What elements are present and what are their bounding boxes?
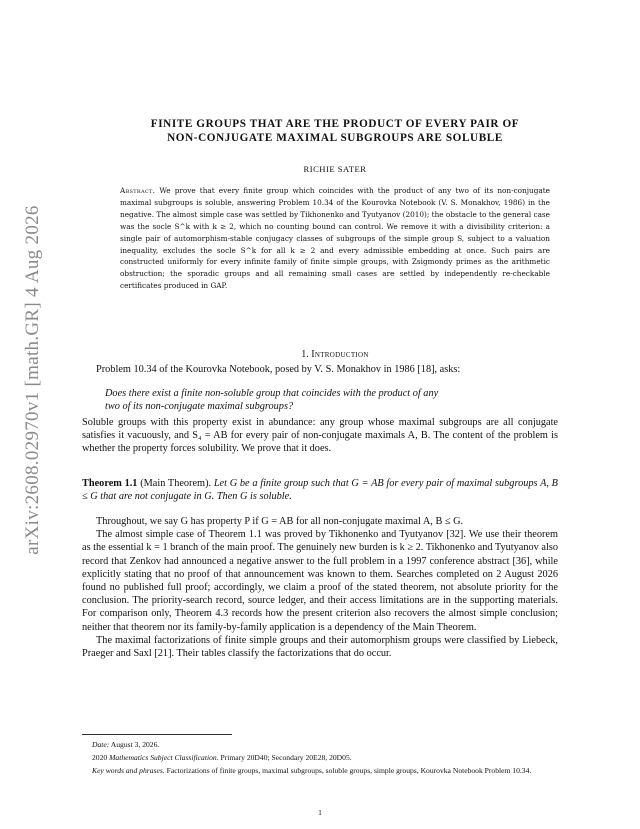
question-line-1: Does there exist a finite non-soluble group that coincides with the product of any: [105, 388, 439, 399]
intro-paragraph: [82, 363, 558, 376]
paragraph-almost-simple: The almost simple case of Theorem 1.1 was proved by Tikhonenko and Tyutyanov [32]. We use their theorem as the essential k = 1 branch of the main proof. The genuinely new burden is k ≥ 2. Tikhonenko and Tyutyanov also record that Zenkov had announced a negative answer to the full problem in a 1997 conference abstract [36], while explicitly stating that no proof of that announcement was known to them. Searches completed on 2 August 2026 found no published full proof; accordingly, we claim a proof of the stated theorem, not absolute priority for the conclusion. The priority-search record, source ledger, and their access limitations are in the supporting materials. For comparison only, Theorem 4.3 records how the present criterion also recovers the almost simple conclusion; neither that theorem nor its family-by-family application is a dependency of the Main Theorem.: [82, 529, 558, 633]
date-label: Date:: [92, 740, 110, 749]
author-name: RICHIE SATER: [303, 164, 367, 174]
msc-label: Mathematics Subject Classification.: [109, 753, 219, 762]
main-theorem: [82, 477, 558, 503]
footnote-msc: [82, 753, 558, 764]
paragraph-throughout: Throughout, we say G has property P if G = AB for all non-conjugate maximal A, B ≤ G.: [96, 516, 464, 527]
msc-prefix: 2020: [92, 753, 108, 762]
question-line-2: two of its non-conjugate maximal subgroups?: [105, 401, 294, 413]
problem-question: [105, 387, 535, 413]
keywords-label: Key words and phrases.: [92, 766, 165, 775]
soluble-text: Soluble groups with this property exist in abundance: any group whose maximal subgroups are all conjugate satisfies it vacuously, and S₄ = AB for every pair of non-conjugate maximals A, B. The content of the problem is whether the property forces solubility. We prove that it does.: [82, 417, 558, 455]
abstract-text: We prove that every finite group which coincides with the product of any two of its non-conjugate maximal subgroups is soluble, answering Problem 10.34 of the Kourovka Notebook (V. S. Monakhov, 1986) in the negative. The almost simple case was settled by Tikhonenko and Tyutyanov (2010); the obstacle to the general case was the socle S^k with k ≥ 2, which no counting bound can control. We remove it with a divisibility criterion: a single pair of automorphism-stable conjugacy classes of subgroups of the simple group S, subject to a valuation inequality, excludes the socle S^k for all k ≥ 2 and every admissible embedding at once. Such pairs are constructed uniformly for every infinite family of finite simple groups, with Zsigmondy primes as the arithmetic obstruction; the sporadic groups and all remaining small cases are settled by independently re-checkable certificates produced in GAP.: [120, 186, 550, 291]
arxiv-identifier: arXiv:2608.02970v1 [math.GR] 4 Aug 2026: [22, 205, 43, 555]
theorem-name: (Main Theorem).: [140, 478, 212, 489]
arxiv-sidebar-stamp: [8, 100, 58, 660]
theorem-statement: Let G be a finite group such that G = AB for every pair of maximal subgroups A, B ≤ G that are not conjugate in G. Then G is soluble.: [82, 478, 558, 503]
page-number: 1: [318, 808, 322, 817]
footnote-rule: [82, 734, 232, 735]
paper-title: [100, 117, 570, 145]
title-line-2: NON-CONJUGATE MAXIMAL SUBGROUPS ARE SOLUBLE: [167, 132, 503, 144]
title-line-1: FINITE GROUPS THAT ARE THE PRODUCT OF EVERY PAIR OF: [150, 118, 520, 130]
section-title: Introduction: [311, 349, 369, 360]
intro-line: Problem 10.34 of the Kourovka Notebook, posed by V. S. Monakhov in 1986 [18], asks:: [96, 364, 461, 375]
paragraph-maximal-factorizations: The maximal factorizations of finite simple groups and their automorphism groups were classified by Liebeck, Praeger and Saxl [21]. Their tables classify the factorizations that do occur.: [82, 634, 558, 660]
section-heading: [100, 349, 570, 360]
msc-value: Primary 20D40; Secondary 20E28, 20D05.: [220, 753, 352, 762]
abstract-label: Abstract.: [120, 186, 156, 195]
footnote-keywords: [82, 766, 558, 777]
footnote-date: [82, 740, 558, 751]
abstract: [120, 185, 550, 292]
theorem-label: Theorem 1.1: [82, 478, 138, 489]
main-body: [82, 515, 558, 660]
soluble-paragraph: [82, 416, 558, 456]
keywords-value: Factorizations of finite groups, maximal subgroups, soluble groups, simple groups, Kourovka Notebook Problem 10.34.: [166, 766, 532, 775]
section-number: 1.: [301, 349, 309, 360]
date-value: August 3, 2026.: [110, 740, 160, 749]
